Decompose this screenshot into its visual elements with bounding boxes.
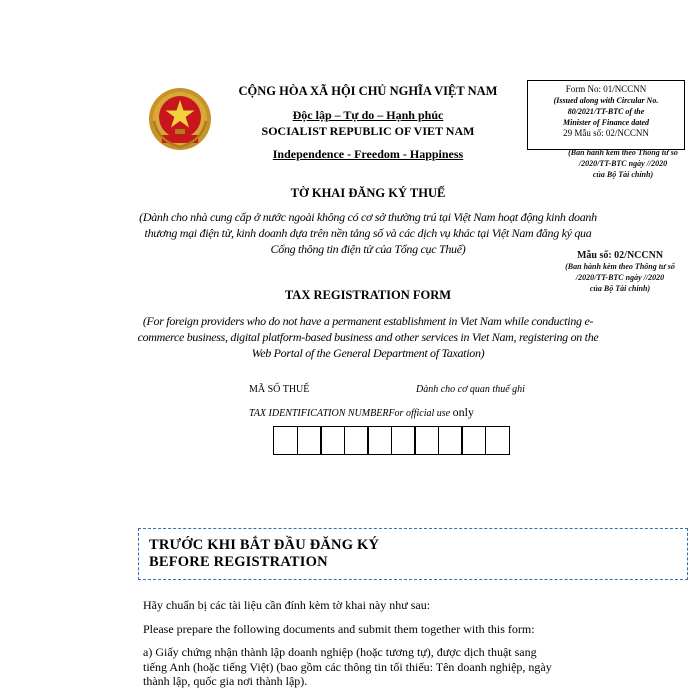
ghost-circular-note xyxy=(548,147,698,180)
subtitle-vi-line: (Dành cho nhà cung cấp ở nước ngoài không có cơ sở thường trú tại Việt Nam hoạt động kinh doanh xyxy=(139,210,597,224)
prepare-instruction-vi: Hãy chuẩn bị các tài liệu cần đính kèm tờ khai này như sau: xyxy=(143,598,431,612)
form-circular-line: 80/2021/TT-BTC of the xyxy=(567,107,645,116)
motto-en: Independence - Freedom - Happiness xyxy=(272,147,464,161)
tax-id-label-vi: MÃ SỐ THUẾ xyxy=(249,384,310,395)
ghost-note-line: /2020/TT-BTC ngày //2020 xyxy=(575,273,665,282)
ghost-form-title: Mẫu số: 02/NCCNN xyxy=(576,250,664,261)
tax-id-digit-cell[interactable] xyxy=(344,426,369,455)
ghost-form-note xyxy=(545,250,695,294)
tax-id-digit-cell[interactable] xyxy=(461,426,486,455)
official-use-en-tail: only xyxy=(452,405,474,419)
tax-id-digit-cell[interactable] xyxy=(367,426,392,455)
item-a-line: a) Giấy chứng nhận thành lập doanh nghiệp (hoặc tương tự), được dịch thuật sang xyxy=(143,645,537,659)
item-a-line: thành lập, quốc gia nơi thành lập). xyxy=(143,674,308,688)
before-registration-box xyxy=(138,528,688,580)
tax-id-digit-boxes xyxy=(273,426,508,455)
tax-id-digit-cell[interactable] xyxy=(273,426,298,455)
form-title-en: TAX REGISTRATION FORM xyxy=(284,288,452,302)
tax-id-digit-cell[interactable] xyxy=(485,426,510,455)
before-registration-vi: TRƯỚC KHI BẮT ĐẦU ĐĂNG KÝ xyxy=(149,537,380,553)
tax-id-label-en: TAX IDENTIFICATION NUMBER xyxy=(249,408,389,419)
ghost-note-line: của Bộ Tài chính) xyxy=(592,170,654,179)
form-number-box xyxy=(527,80,685,150)
country-name-vi: CỘNG HÒA XÃ HỘI CHỦ NGHĨA VIỆT NAM xyxy=(238,84,498,98)
before-registration-en: BEFORE REGISTRATION xyxy=(149,554,328,570)
tax-id-digit-cell[interactable] xyxy=(320,426,345,455)
tax-id-digit-cell[interactable] xyxy=(297,426,322,455)
prepare-instruction-en: Please prepare the following documents and submit them together with this form: xyxy=(143,622,535,636)
ghost-note-line: (Ban hành kèm theo Thông tư số xyxy=(565,262,675,271)
tax-id-en-row xyxy=(249,405,474,420)
item-a-line: tiếng Anh (hoặc tiếng Việt) (bao gồm các thông tin tối thiểu: Tên doanh nghiệp, ngày xyxy=(143,659,552,674)
official-use-en: For official use xyxy=(388,408,451,419)
national-emblem-icon xyxy=(148,87,212,151)
form-subtitle-en xyxy=(100,313,636,361)
form-title-vi: TỜ KHAI ĐĂNG KÝ THUẾ xyxy=(290,186,446,200)
tax-id-digit-cell[interactable] xyxy=(438,426,463,455)
tax-id-digit-cell[interactable] xyxy=(391,426,416,455)
subtitle-en-line: commerce business, digital platform-based business and other services in Viet Nam, registering on the xyxy=(137,330,599,344)
document-item-a xyxy=(143,645,635,689)
form-minister-line: Minister of Finance dated xyxy=(562,118,649,127)
ghost-note-line: /2020/TT-BTC ngày //2020 xyxy=(578,159,668,168)
subtitle-vi-line: thương mại điện tử, kinh doanh dựa trên nền tảng số và các dịch vụ khác tại Việt Nam đăng ký qua xyxy=(144,226,592,240)
country-name-en: SOCIALIST REPUBLIC OF VIET NAM xyxy=(261,124,475,138)
ghost-note-line: (Ban hành kèm theo Thông tư số xyxy=(568,148,678,157)
motto-vi: Độc lập – Tự do – Hạnh phúc xyxy=(292,108,444,122)
form-issued-line: (Issued along with Circular No. xyxy=(553,96,659,105)
subtitle-en-line: Web Portal of the General Department of Taxation) xyxy=(251,346,485,360)
form-date-overlap-line: 29 Mẫu số: 02/NCCNN xyxy=(563,128,649,138)
subtitle-en-line: (For foreign providers who do not have a permanent establishment in Viet Nam while conducting e- xyxy=(142,314,594,328)
subtitle-vi-line: Cổng thông tin điện tử của Tổng cục Thuế) xyxy=(270,242,466,256)
ghost-note-line: của Bộ Tài chính) xyxy=(589,284,651,293)
form-number: Form No: 01/NCCNN xyxy=(565,84,647,94)
official-use-vi: Dành cho cơ quan thuế ghi xyxy=(416,384,525,395)
tax-id-digit-cell[interactable] xyxy=(414,426,439,455)
